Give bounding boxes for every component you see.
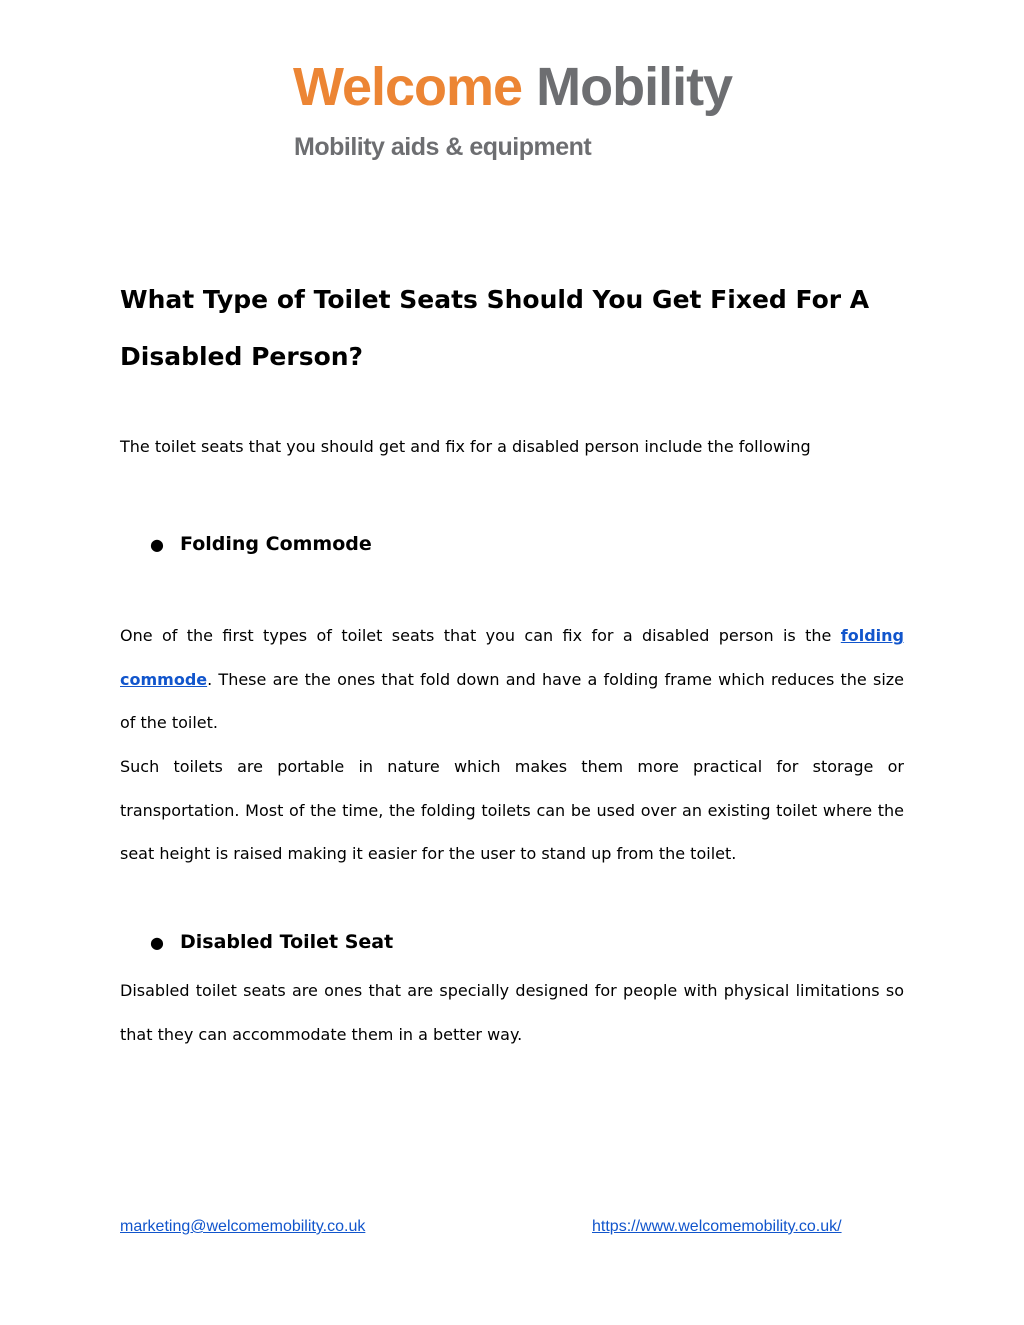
bullet-icon: ● <box>150 535 164 554</box>
section-heading-label: Disabled Toilet Seat <box>180 931 394 953</box>
logo-tagline: Mobility aids & equipment <box>294 133 592 161</box>
section-heading-label: Folding Commode <box>180 533 372 555</box>
folding-commode-paragraph-1 <box>120 614 904 745</box>
footer-email-link[interactable]: marketing@welcomemobility.co.uk <box>120 1218 366 1235</box>
bullet-icon: ● <box>150 933 164 952</box>
intro-paragraph: The toilet seats that you should get and fix for a disabled person include the following <box>120 437 811 456</box>
company-logo <box>293 56 743 171</box>
section-heading-folding-commode <box>150 531 910 558</box>
disabled-toilet-seat-paragraph: Disabled toilet seats are ones that are specially designed for people with physical limitations so that they can accommodate them in a better way. <box>120 981 904 1044</box>
footer-website-link[interactable]: https://www.welcomemobility.co.uk/ <box>592 1218 842 1235</box>
logo-word-welcome: Welcome <box>293 57 523 117</box>
page-title: What Type of Toilet Seats Should You Get Fixed For A Disabled Person? <box>120 285 870 371</box>
folding-commode-link[interactable]: folding commode <box>120 626 904 689</box>
folding-commode-paragraph-2: Such toilets are portable in nature which makes them more practical for storage or transportation. Most of the time, the folding toilets can be used over an existing toilet where the seat height is raised making it easier for the user to stand up from the toilet. <box>120 757 904 863</box>
paragraph-text: One of the first types of toilet seats that you can fix for a disabled person is the <box>120 626 841 645</box>
section-heading-disabled-toilet-seat <box>150 929 910 956</box>
logo-word-mobility: Mobility <box>536 57 733 117</box>
paragraph-text: . These are the ones that fold down and have a folding frame which reduces the size of the toilet. <box>120 669 904 732</box>
logo-wordmark <box>293 56 732 118</box>
